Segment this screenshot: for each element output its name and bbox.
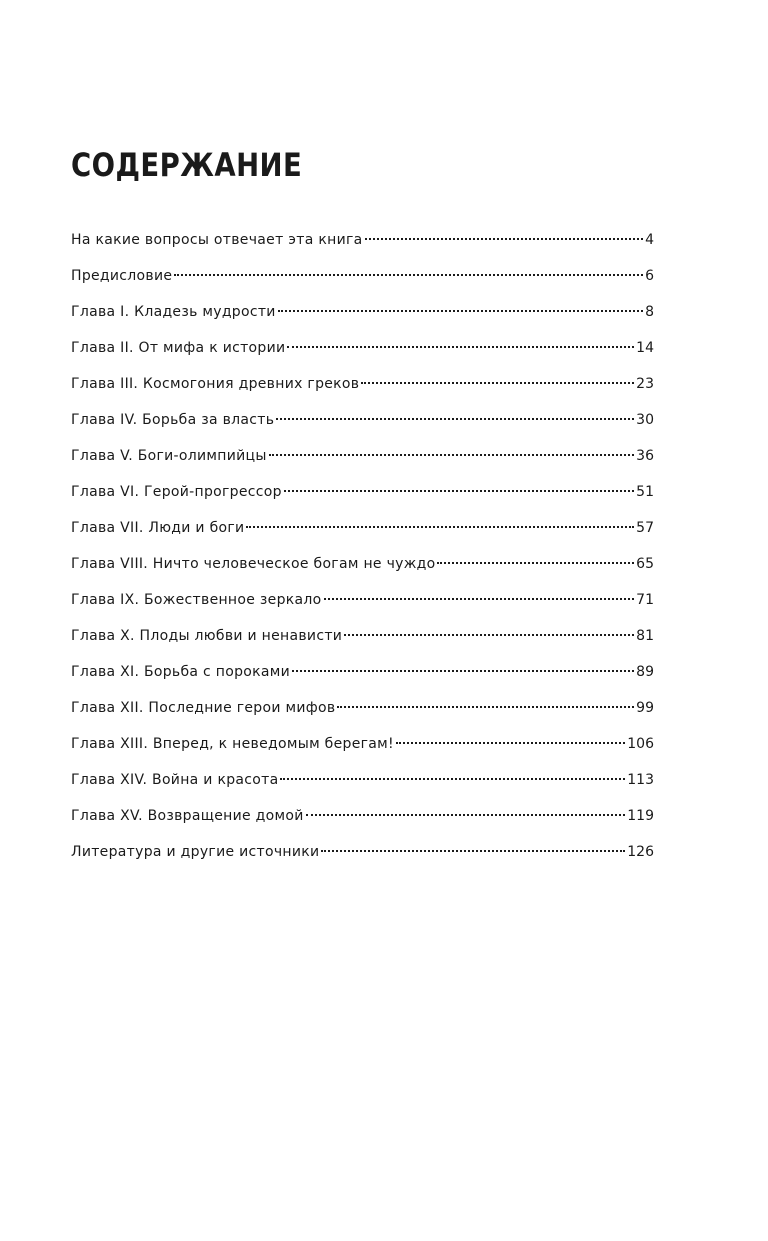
toc-entry-page: 113: [627, 772, 654, 788]
toc-dot-leader: [396, 742, 625, 744]
toc-entry-page: 81: [636, 628, 654, 644]
toc-entry: [71, 552, 654, 588]
toc-entry-title: Глава IX. Божественное зеркало: [71, 592, 322, 608]
toc-dot-leader: [344, 634, 634, 636]
toc-entry-page: 65: [636, 556, 654, 572]
toc-entry: [71, 660, 654, 696]
toc-dot-leader: [324, 598, 635, 600]
toc-entry-page: 89: [636, 664, 654, 680]
toc-entry: [71, 408, 654, 444]
toc-dot-leader: [287, 346, 634, 348]
toc-dot-leader: [292, 670, 634, 672]
toc-entry-title: Глава I. Кладезь мудрости: [71, 304, 276, 320]
toc-dot-leader: [246, 526, 634, 528]
toc-heading: СОДЕРЖАНИЕ: [71, 146, 303, 184]
toc-dot-leader: [284, 490, 634, 492]
toc-entry: [71, 516, 654, 552]
toc-entry-title: Глава II. От мифа к истории: [71, 340, 286, 356]
toc-entry: [71, 768, 654, 804]
toc-dot-leader: [278, 310, 643, 312]
toc-dot-leader: [276, 418, 634, 420]
toc-entry-page: 106: [627, 736, 654, 752]
toc-entry: [71, 264, 654, 300]
toc-entry: [71, 372, 654, 408]
toc-entry-page: 14: [636, 340, 654, 356]
toc-entry: [71, 696, 654, 732]
toc-entry: [71, 732, 654, 768]
toc-entry-page: 51: [636, 484, 654, 500]
toc-entry: [71, 624, 654, 660]
toc-entry-title: Литература и другие источники: [71, 844, 320, 860]
toc-entry-page: 4: [645, 232, 654, 248]
toc-dot-leader: [306, 814, 626, 816]
toc-dot-leader: [280, 778, 625, 780]
toc-entry-title: Глава VI. Герой-прогрессор: [71, 484, 282, 500]
toc-entry-title: Глава IV. Борьба за власть: [71, 412, 275, 428]
toc-entry: [71, 228, 654, 264]
toc-entry-title: Глава X. Плоды любви и ненависти: [71, 628, 343, 644]
toc-entry-page: 23: [636, 376, 654, 392]
toc-entry-title: Глава XII. Последние герои мифов: [71, 700, 336, 716]
toc-entry: [71, 840, 654, 876]
toc-entry-title: Глава XIV. Война и красота: [71, 772, 279, 788]
toc-entry: [71, 444, 654, 480]
toc-entry: [71, 480, 654, 516]
toc-entry-page: 57: [636, 520, 654, 536]
toc-dot-leader: [361, 382, 634, 384]
toc-entry: [71, 300, 654, 336]
toc-dot-leader: [437, 562, 634, 564]
toc-entry-title: Глава XIII. Вперед, к неведомым берегам!: [71, 736, 394, 752]
toc-entry-page: 126: [627, 844, 654, 860]
toc-entry-title: Предисловие: [71, 268, 173, 284]
toc-entry-title: Глава VII. Люди и боги: [71, 520, 245, 536]
toc-dot-leader: [321, 850, 625, 852]
toc-entry-title: Глава XI. Борьба с пороками: [71, 664, 291, 680]
toc-entry-page: 36: [636, 448, 654, 464]
toc-entry-title: На какие вопросы отвечает эта книга: [71, 232, 363, 248]
toc-dot-leader: [174, 274, 643, 276]
toc-dot-leader: [337, 706, 634, 708]
toc-entry-title: Глава III. Космогония древних греков: [71, 376, 360, 392]
toc-dot-leader: [269, 454, 634, 456]
toc-entry-title: Глава V. Боги-олимпийцы: [71, 448, 267, 464]
toc-entry-page: 119: [627, 808, 654, 824]
toc-entry-page: 99: [636, 700, 654, 716]
toc-entry-page: 71: [636, 592, 654, 608]
toc-entry: [71, 336, 654, 372]
toc-dot-leader: [365, 238, 644, 240]
toc-list: [71, 228, 654, 876]
toc-entry-page: 30: [636, 412, 654, 428]
toc-entry-title: Глава VIII. Ничто человеческое богам не чуждо: [71, 556, 436, 572]
toc-entry-page: 6: [645, 268, 654, 284]
toc-entry-page: 8: [645, 304, 654, 320]
toc-entry: [71, 588, 654, 624]
toc-entry: [71, 804, 654, 840]
toc-entry-title: Глава XV. Возвращение домой: [71, 808, 304, 824]
